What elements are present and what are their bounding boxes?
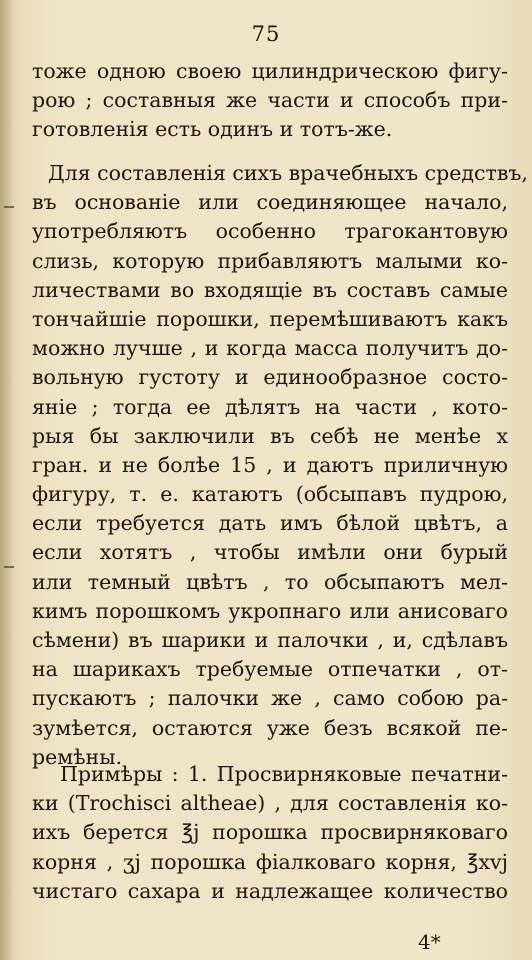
- text-line: тоже одною своею цилиндрическою фигу-: [32, 59, 508, 83]
- text-line: въ основаніе или соединяющее начало,: [32, 190, 508, 215]
- text-line: ки (Trochisci altheae) , для составленія ко-: [32, 791, 508, 816]
- text-line: пускаютъ ; палочки же , само собою ра-: [32, 686, 508, 711]
- text-line: чистаго сахара и надлежащее количество: [32, 878, 508, 903]
- text-line: слизь, которую прибавляютъ малыми ко-: [32, 248, 508, 273]
- paragraph-2: [32, 159, 528, 772]
- text-line: если требуется дать имъ бѣлой цвѣтъ, а: [32, 511, 508, 536]
- text-line: готовленія есть одинъ и тотъ-же.: [32, 117, 393, 142]
- text-line: кимъ порошкомъ укропнаго или анисоваго: [32, 598, 508, 623]
- text-line: яніе ; тогда ее дѣлятъ на части , кото-: [32, 394, 508, 419]
- text-line: корня , ʒj порошка фіалковаго корня, ℥xvj: [32, 849, 508, 874]
- text-line: зумѣется, остаются уже безъ всякой пе-: [32, 715, 508, 740]
- text-line: ихъ берется ℥j порошка просвирняковаго: [32, 820, 508, 845]
- text-line: тончайшіе порошки, перемѣшиваютъ какъ: [32, 306, 508, 331]
- text-line: Для составленія сихъ врачебныхъ средствъ,: [48, 161, 528, 185]
- margin-mark: [4, 206, 14, 208]
- text-line: или темный цвѣтъ , то обсыпаютъ мел-: [32, 569, 508, 594]
- text-line: употребляютъ особенно трагокантовую: [32, 219, 508, 244]
- text-line: гран. и не болѣе 15 , и даютъ приличную: [32, 452, 508, 477]
- text-line: сѣмени) въ шарики и палочки , и, сдѣлавъ: [32, 628, 508, 652]
- text-line: Примѣры : 1. Просвирняковые печатни-: [60, 762, 508, 786]
- page-gutter-shadow: [0, 0, 14, 960]
- paragraph-3: [32, 760, 508, 906]
- text-line: можно лучше , и когда масса получитъ до-: [32, 336, 508, 361]
- page-number: 75: [251, 22, 281, 46]
- text-line: на шарикахъ требуемые отпечатки , от-: [32, 657, 508, 682]
- paragraph-1: [32, 57, 508, 145]
- printer-signature-mark: 4*: [418, 930, 441, 954]
- margin-mark: [4, 566, 14, 568]
- text-line: фигуру, т. е. катаютъ (обсыпавъ пудрою,: [32, 482, 508, 507]
- text-line: рыя бы заключили въ себѣ не менѣе х: [32, 423, 508, 448]
- text-line: вольную густоту и единообразное состо-: [32, 365, 508, 390]
- text-line: личествами во входящіе въ составъ самые: [32, 277, 508, 302]
- text-line: если хотятъ , чтобы имѣли они бурый: [32, 540, 508, 565]
- text-line: рою ; составныя же части и способъ при-: [32, 88, 508, 113]
- text-line: ремѣны.: [32, 744, 123, 769]
